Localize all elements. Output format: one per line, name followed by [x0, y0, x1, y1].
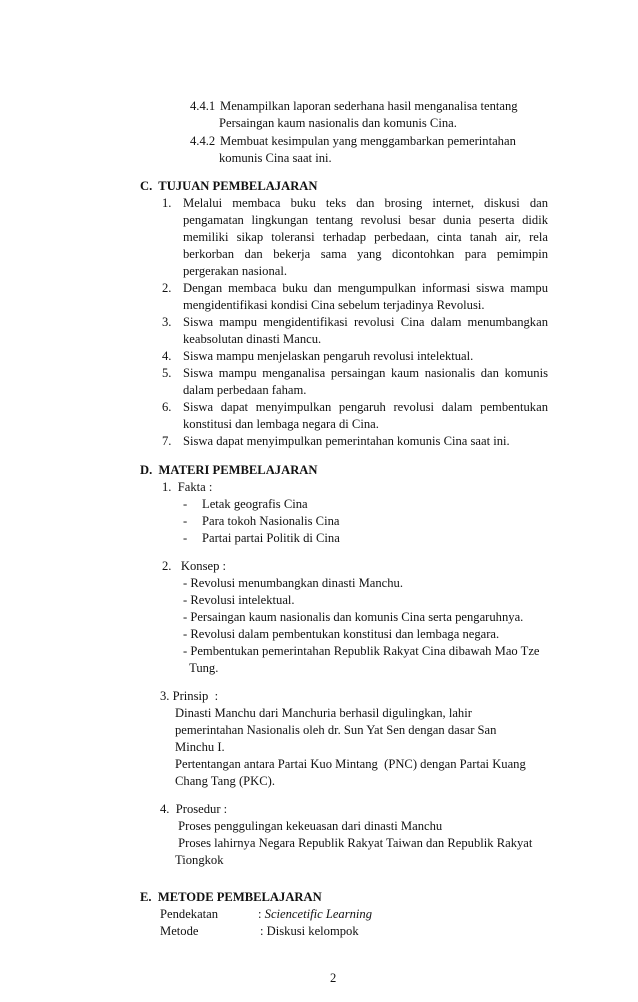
item-442-line-1: Membuat kesimpulan yang menggambarkan pemerintahan [220, 134, 516, 148]
prinsip-line-1: Dinasti Manchu dari Manchuria berhasil digulingkan, lahir [175, 706, 472, 720]
pendekatan-colon: : [258, 907, 265, 921]
c-item-1-line-5: pergerakan nasional. [183, 264, 287, 278]
c-item-6-number: 6. [162, 400, 172, 414]
fakta-dash-2: - [183, 514, 188, 528]
item-442-line-2: komunis Cina saat ini. [219, 151, 332, 165]
prosedur-line-1: Proses penggulingan kekeuasan dari dinasti Manchu [175, 819, 443, 833]
c-item-3-line-2: keabsolutan dinasti Mancu. [183, 332, 322, 346]
c-item-1-line-3: memiliki sikap toleransi terhadap perbedaan, cinta tanah air, rela [183, 230, 548, 244]
konsep-label: 2. Konsep : [162, 559, 227, 573]
prinsip-label: 3. Prinsip : [160, 689, 219, 703]
c-item-2-line-1: Dengan membaca buku dan mengumpulkan informasi siswa mampu [183, 281, 548, 295]
c-item-6-line-2: konstitusi dan lembaga negara di Cina. [183, 417, 379, 431]
prinsip-line-4: Pertentangan antara Partai Kuo Mintang (PNC) dengan Partai Kuang [175, 757, 526, 771]
konsep-item-1: - Revolusi menumbangkan dinasti Manchu. [183, 576, 404, 590]
pendekatan-label: Pendekatan [160, 907, 219, 921]
fakta-dash-3: - [183, 531, 188, 545]
fakta-label: 1. Fakta : [162, 480, 213, 494]
prosedur-label: 4. Prosedur : [160, 802, 228, 816]
section-d-heading: D. MATERI PEMBELAJARAN [140, 463, 318, 477]
fakta-item-3: Partai partai Politik di Cina [202, 531, 340, 545]
pendekatan-value [258, 906, 372, 923]
c-item-2-line-2: mengidentifikasi kondisi Cina sebelum terjadinya Revolusi. [183, 298, 485, 312]
metode-label: Metode [160, 924, 199, 938]
c-item-7-number: 7. [162, 434, 172, 448]
metode-value: : Diskusi kelompok [260, 924, 359, 938]
konsep-item-4: - Revolusi dalam pembentukan konstitusi dan lembaga negara. [183, 627, 500, 641]
pendekatan-text: Sciencetific Learning [264, 907, 373, 921]
c-item-6-line-1: Siswa dapat menyimpulkan pengaruh revolusi dalam pembentukan [183, 400, 548, 414]
c-item-3-number: 3. [162, 315, 172, 329]
item-441-line-1: Menampilkan laporan sederhana hasil menganalisa tentang [220, 99, 518, 113]
fakta-item-2: Para tokoh Nasionalis Cina [202, 514, 340, 528]
prinsip-line-5: Chang Tang (PKC). [175, 774, 275, 788]
c-item-4-line-1: Siswa mampu menjelaskan pengaruh revolusi intelektual. [183, 349, 474, 363]
item-442-number: 4.4.2 [190, 134, 216, 148]
c-item-1-line-1: Melalui membaca buku teks dan brosing internet, diskusi dan [183, 196, 548, 210]
c-item-4-number: 4. [162, 349, 172, 363]
c-item-1-line-4: berkorban dan bekerja sama yang dicontohkan para pemimpin [183, 247, 548, 261]
page-number: 2 [330, 971, 337, 985]
konsep-item-5-cont: Tung. [183, 661, 219, 675]
fakta-item-1: Letak geografis Cina [202, 497, 308, 511]
prosedur-line-3: Tiongkok [175, 853, 224, 867]
item-441-line-2: Persaingan kaum nasionalis dan komunis Cina. [219, 116, 457, 130]
c-item-5-line-1: Siswa mampu menganalisa persaingan kaum nasionalis dan komunis [183, 366, 548, 380]
c-item-1-number: 1. [162, 196, 172, 210]
konsep-item-2: - Revolusi intelektual. [183, 593, 295, 607]
c-item-1-line-2: pengamatan lingkungan tentang revolusi besar dunia peserta didik [183, 213, 548, 227]
item-441-number: 4.4.1 [190, 99, 216, 113]
c-item-7-line-1: Siswa dapat menyimpulkan pemerintahan komunis Cina saat ini. [183, 434, 510, 448]
fakta-dash-1: - [183, 497, 188, 511]
c-item-5-number: 5. [162, 366, 172, 380]
section-e-heading: E. METODE PEMBELAJARAN [140, 890, 322, 904]
prinsip-line-3: Minchu I. [175, 740, 225, 754]
c-item-5-line-2: dalam perbedaan faham. [183, 383, 307, 397]
konsep-item-5: - Pembentukan pemerintahan Republik Rakyat Cina dibawah Mao Tze [183, 644, 540, 658]
c-item-2-number: 2. [162, 281, 172, 295]
c-item-3-line-1: Siswa mampu mengidentifikasi revolusi Cina dalam menumbangkan [183, 315, 548, 329]
prosedur-line-2: Proses lahirnya Negara Republik Rakyat Taiwan dan Republik Rakyat [175, 836, 533, 850]
prinsip-line-2: pemerintahan Nasionalis oleh dr. Sun Yat Sen dengan dasar San [175, 723, 497, 737]
section-c-heading: C. TUJUAN PEMBELAJARAN [140, 179, 318, 193]
konsep-item-3: - Persaingan kaum nasionalis dan komunis Cina serta pengaruhnya. [183, 610, 524, 624]
